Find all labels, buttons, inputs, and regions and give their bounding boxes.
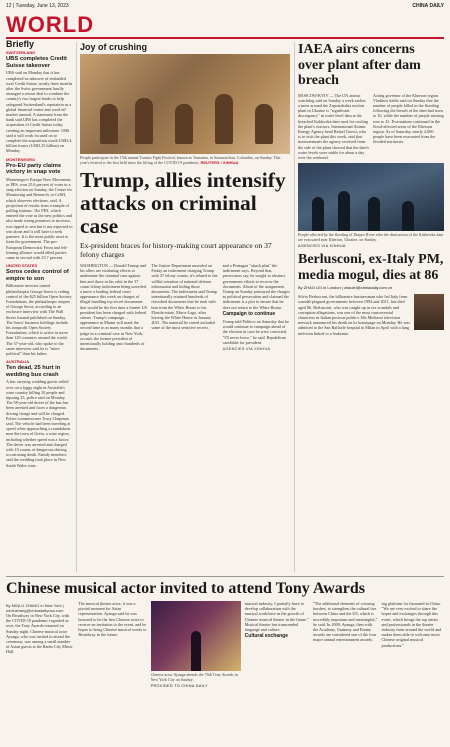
tony-photo-credit: PROVIDED TO CHINA DAILY <box>150 684 208 688</box>
tony-col-3-text: musical industry, I partially have to develop collaboration with the musical workforce in the growth of Chinese musical theater in the future." Musical theater has transcended language and culture. <box>244 601 309 633</box>
trump-inhead: Campaign to continue <box>222 310 276 317</box>
berlusconi-body-wrap <box>298 294 444 336</box>
joy-caption: People participate in the 15th annual Tomato Fight Festival, known as Tomatina, in Sutamarchan, Colombia, on Sunday. This year's festival is the first held since the lifting of the COVID-19 pandemic. <box>80 155 281 165</box>
tony-photo-caption: Chinese actor Ayanga attends the 76th Tony Awards in New York City on Sunday. <box>150 672 238 682</box>
brief-headline[interactable]: Soros cedes control of empire to son <box>6 269 69 282</box>
briefly-title: Briefly <box>6 39 35 49</box>
trump-agency: AGENCIES VIA XINHUA <box>222 347 271 352</box>
tony-col-4: "The additional elements of crossing borders, to strengthen the cultural ties between China and the US, which is incredibly important and meaningful," he said. In 2009, Ayanga, then with the Academy, Grammy and Emmy awards are considered one of the four major annual entertainment awards. <box>313 601 378 643</box>
brief-item <box>6 359 73 468</box>
brief-headline[interactable]: Ten dead, 25 hurt in wedding bus crash <box>6 365 61 378</box>
briefly-column <box>6 39 73 468</box>
trump-col-3b-text: Trump told Politico on Saturday that he would continue to campaign ahead of the election in case he were convicted. "I'll never leave," he said. Republican candidate for president. <box>222 319 290 345</box>
tomatina-photo[interactable] <box>80 54 290 154</box>
section-divider <box>6 576 444 577</box>
joy-credit: REUTERS / XINHUA <box>200 160 239 165</box>
right-column <box>298 42 444 336</box>
tony-col-1 <box>6 601 74 688</box>
brief-country: AUSTRALIA <box>6 359 30 365</box>
brief-country: SWITZERLAND <box>6 50 36 56</box>
trump-subhead: Ex-president braces for history-making court appearance on 37 felony charges <box>80 241 272 259</box>
tony-inhead: Cultural exchange <box>244 633 289 640</box>
trump-col-2: The Justice Department unsealed on Friday an indictment charging Trump with 37 felony counts, it's related to the willful retention of national defense information and hiding those documents. The indictment said Trump intentionally retained hundreds of classified documents that he took with him from the White House to his Florida estate, Mar-a-Lago, after leaving the White House in January 2021. The material he stored included some of the most sensitive secrets. <box>151 263 218 331</box>
brief-headline[interactable]: Pro-EU party claims victory in snap vote <box>6 162 62 176</box>
brief-item <box>6 263 73 356</box>
photo-caption <box>80 155 290 165</box>
ayanga-photo[interactable] <box>151 601 241 671</box>
trump-headline[interactable]: Trump, allies intensify attacks on criminal case <box>80 168 286 238</box>
column-divider <box>294 42 295 572</box>
berlusconi-text: Silvio Berlusconi, the billionaire businessman who led Italy from scandal-plagued governments between 1994 and 2011, has died aged 86. Berlusconi, who was caught up in sex scandals and corruption allegations, was one of the most controversial characters in Italian postwar politics. His Mediaset television network announced his death on its homepage on Monday. He was admitted to the San Raffaele hospital in Milan in April with a lung infection linked to a leukemia. <box>298 294 410 336</box>
tony-col-3 <box>245 601 309 688</box>
brief-item <box>6 157 73 260</box>
page-date: 12 | Tuesday, June 13, 2023 <box>6 3 69 9</box>
berlusconi-photo[interactable] <box>414 294 444 330</box>
berlusconi-body <box>298 294 444 336</box>
brief-country: MONTENEGRO <box>6 156 36 162</box>
iaea-col-1: MOSCOW/KYIV — The UN atomic watchdog said on Sunday a week earlier, a mess around the Zaporizhzhia nuclear plant in Ukraine is "significant discrepancy" in water level data at the breached Kakhovka dam used for cooling the plant's reactors. International Atomic Energy Agency head Rafael Grossi, who is to visit the plant this week, said that measurements the agency received from the side of the plant showed that the dam's water levels were stable for about a day over the weekend. <box>298 92 369 160</box>
tony-col-1-text: On Broadway in New York City, with the COVID-19 pandemic regarded as over, the Tony Awards returned on Sunday night. Chinese musical actor Ayanga, who was invited to attend the ceremony, was among a small number of Asian guests at the Radio City Music Hall. <box>6 613 73 655</box>
tony-col-2: The musical theater actor, it was a pivotal moment for Asian representation. Ayanga said he was honored to be the first Chinese actor to receive an invitation to the event, and he hopes to bring Chinese musical works to Broadway in the future. <box>78 601 147 638</box>
brief-item <box>6 50 73 153</box>
tony-body <box>6 601 444 688</box>
brand-name: CHINA DAILY <box>412 3 444 9</box>
tony-col-5: ing platform for thousand in China. "We are very excited to share the hopes and exchanges through this event, which brings the top artists and professionals in the theater industry from around the world and makes them able to welcome more Chinese original musical productions." <box>381 601 442 648</box>
brief-body: Billionaire investor turned philanthropist George Soros is ceding control of the $25 billion Open Society Foundations, the philanthropic empire of George Soros, according to an exclusive interview with The Wall Street Journal published on Sunday. The Soros' business holdings include his nonprofit Open Society Foundations, which is active in more than 120 countries around the world. The 37-year-old, who spoke to the same interview said he is "more political" than his father. <box>6 283 72 356</box>
trump-body <box>80 263 290 352</box>
iaea-agency: AGENCIES VIA XINHUA <box>298 244 346 249</box>
iaea-col-2: Acting governor of the Kherson region Vladimir Saldo said on Sunday that the number of people killed in the flooding following the breach of the dam had risen to 10, while the number of people missing rose to 41. Evacuations continued in the flood-affected areas of the Kherson region. As of Saturday, nearly 2,000 people have been evacuated from the flooded territories. <box>373 92 444 145</box>
section-title: WORLD <box>6 12 95 37</box>
trump-col-3-text: and a Pentagon "attack plan" the indictment says. Beyond that, prosecutors say, he sought to obstruct government efforts to recover the documents. About of the assignment, Trump on Sunday portrayed the charges as political persecution and claimed the indictment is a plot to ensure that he does not return to the White House. <box>222 263 290 310</box>
berlusconi-headline[interactable]: Berlusconi, ex-Italy PM, media mogul, dies at 86 <box>298 252 444 283</box>
iaea-photo-caption: People affected by the flooding of Dnipro River after the destruction of the Kakhovka dam are evacuated near Kherson, Ukraine, on Sunday. <box>298 232 444 243</box>
flood-photo[interactable] <box>298 163 444 231</box>
tony-photo-block <box>151 601 241 688</box>
iaea-body <box>298 93 444 161</box>
brief-headline[interactable]: UBS completes Credit Suisse takeover <box>6 56 67 69</box>
center-column <box>80 42 290 352</box>
trump-col-3 <box>223 263 290 352</box>
top-bar <box>0 0 450 12</box>
iaea-headline[interactable]: IAEA airs concerns over plant after dam breach <box>298 42 421 88</box>
section-rule <box>6 37 444 39</box>
tony-headline[interactable]: Chinese musical actor invited to attend Tony Awards <box>6 580 365 597</box>
joy-title: Joy of crushing <box>80 42 148 52</box>
berlusconi-byline: By ZHAO LEI in London | zhaolei@chinadaily.com.cn <box>298 285 393 291</box>
trump-col-1: WASHINGTON — Donald Trump and his allies are escalating efforts to undermine the criminal case against him and those in his orbit in the 37 count felony indictment being unveiled, a move a leading federal court appearance this week on charges of illegal handling top secret documents that would be the first time a former US president has been charged with federal crimes. Trump's campaign ... appearance in Miami will mark the second time in as many months that a judge in a criminal case in New York, accuses the former president of intentionally holding onto hundreds of documents. <box>80 263 147 352</box>
column-divider <box>76 42 77 572</box>
brief-body: Montenegro's Europe Now Movement, or PES, won 25.6 percent of votes in a snap election on Sunday, the Center for Monitoring and Research, or CeMI, which observes elections, said. A projection of results from a sample of polling stations. The PES, which entered the vote as the new politics and also made strong promises to increase, was tipped to win but is not expected to win alone and it will have to seek partners. It is the most public asset to form the government. The pro-European Democratic Front and left-leaning alliance would allied parties came in second with 23.7 percent. <box>6 176 73 260</box>
brief-country: UNITED STATES <box>6 263 38 269</box>
tony-byline: By MINLU ZHANG in New York | minluzhang@chinadailyusa.com <box>6 603 64 613</box>
brief-body: A bus carrying wedding guests rolled over on a foggy night in Australia's wine country killing 10 people and injuring 25, police said on Monday. The 58-year-old driver of the bus has been arrested and faces a dangerous driving charge and will be charged. Police commissioner Tracy Chapman said, The vehicle had been traveling at speed when approaching a roundabout near the town of Greta, a wine region, including whether speed was a factor. The driver was arrested and charged with 10 counts of dangerous driving occasioning death. Family members said the wedding took place in New South Wales state. <box>6 379 71 468</box>
tony-story <box>6 580 444 688</box>
brief-body: UBS said on Monday that it has completed its takeover of embattled rival Credit Suisse, nearly three months after the Swiss government hastily arranged a rescue deal to combine the country's two largest banks to help safeguard Switzerland's reputation as a global financial center and ward off market turmoil. A statement from the bank said UBS has completed the acquisition of Credit Suisse today, creating an important milestone. UBS said it will work focused on to complete the acquisition worth US$3.4 billion francs (US$3.25 billion) on Monday. <box>6 70 73 154</box>
